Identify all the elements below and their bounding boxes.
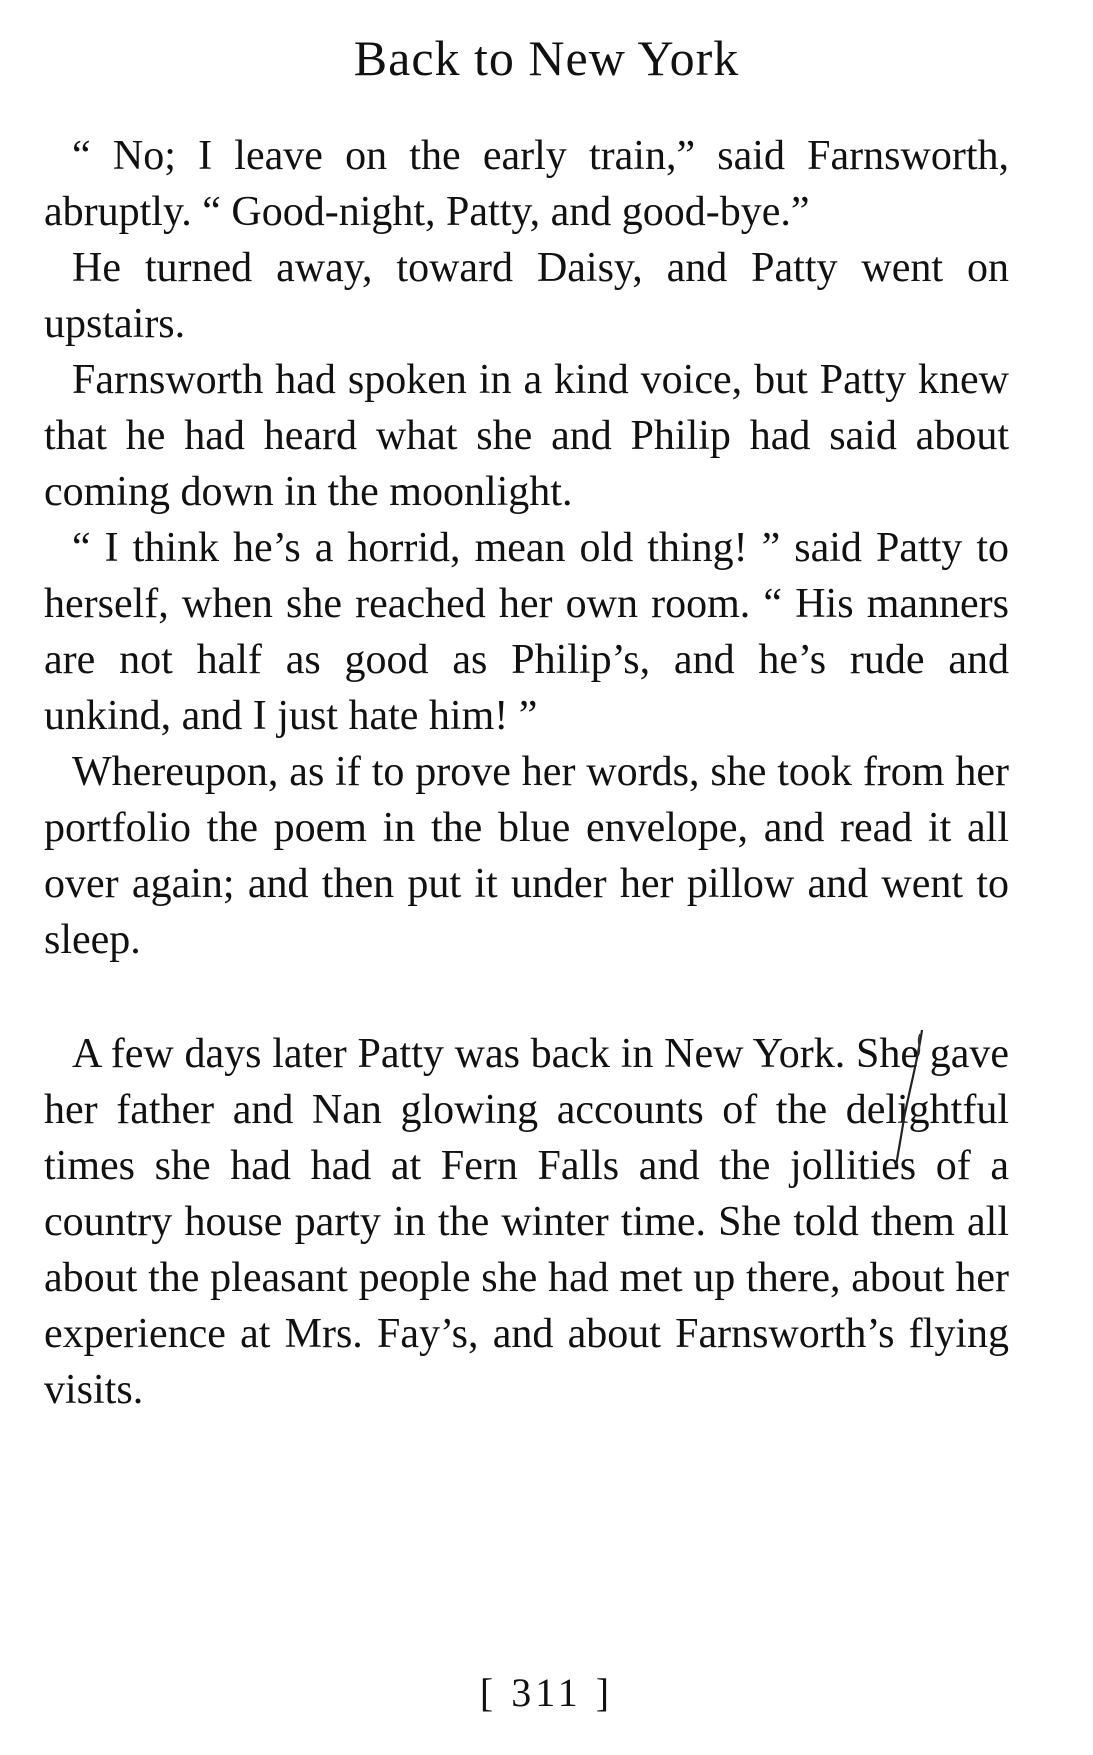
section-break [44, 968, 1009, 1026]
running-head: Back to New York [353, 30, 740, 86]
paragraph-1: “ No; I leave on the early train,” said Farnsworth, abruptly. “ Good-night, Patty, and good-bye.” [44, 133, 1009, 235]
page-number: [ 311 ] [479, 1670, 614, 1715]
paragraph-4: “ I think he’s a horrid, mean old thing! ” said Patty to herself, when she reached her own room. “ His manners are not half as good as Philip’s, and he’s rude and unkind, and I just hate him! ” [44, 525, 1009, 739]
pencil-mark [892, 1028, 932, 1168]
body-text [44, 128, 1009, 1418]
paragraph-3: Farnsworth had spoken in a kind voice, but Patty knew that he had heard what she and Philip had said about coming down in the moonlight. [44, 357, 1009, 515]
paragraph-2: He turned away, toward Daisy, and Patty went on upstairs. [44, 245, 1009, 347]
paragraph-6: A few days later Patty was back in New York. She gave her father and Nan glowing accounts of the delightful times she had had at Fern Falls and the jollities of a country house party in the winter time. She told them all about the pleasant people she had met up there, about her experience at Mrs. Fay’s, and about Farnsworth’s flying visits. [44, 1031, 1009, 1413]
paragraph-5: Whereupon, as if to prove her words, she took from her portfolio the poem in the blue envelope, and read it all over again; and then put it under her pillow and went to sleep. [44, 749, 1009, 963]
